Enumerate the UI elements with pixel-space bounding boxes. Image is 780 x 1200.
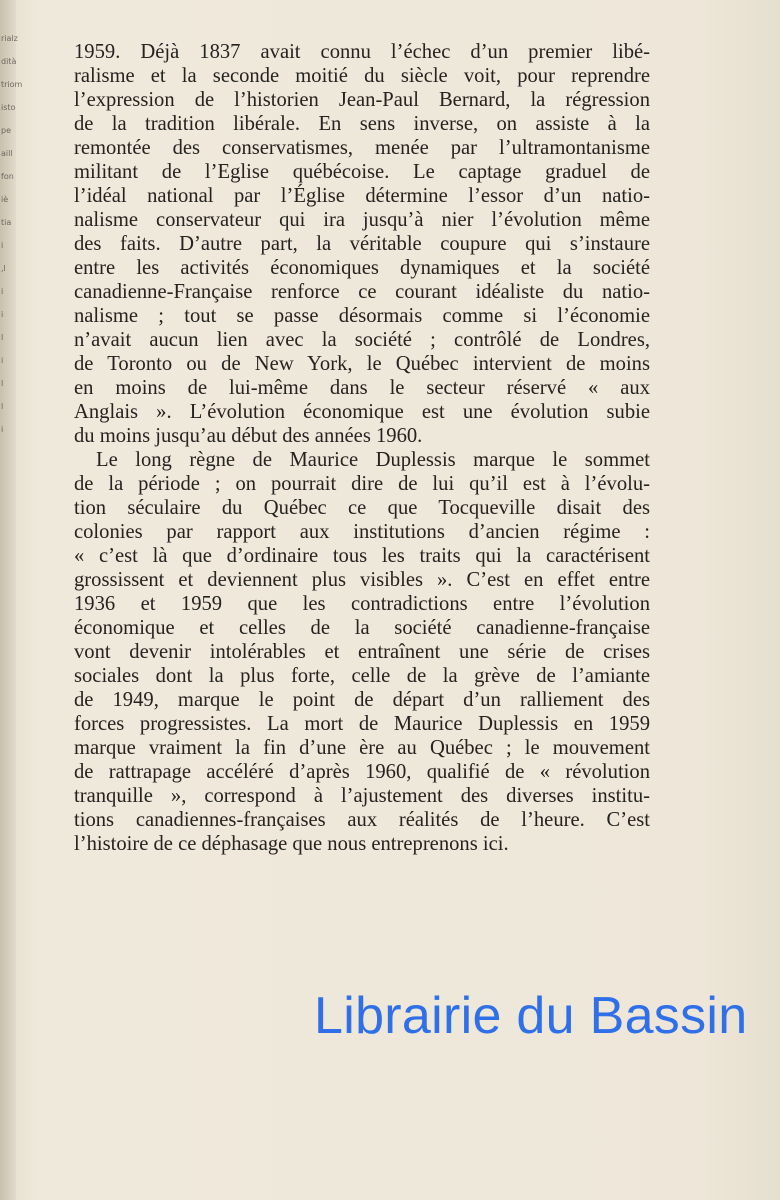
text-line: l’expression de l’historien Jean-Paul Bernard, la régression: [74, 89, 650, 111]
text-line: ralisme et la seconde moitié du siècle voit, pour reprendre: [74, 65, 650, 87]
margin-mark: isto: [1, 103, 16, 112]
text-line: en moins de lui-même dans le secteur réservé « aux: [74, 377, 650, 399]
margin-mark: i: [1, 310, 4, 319]
margin-mark: triom: [1, 80, 23, 89]
text-line: n’avait aucun lien avec la société ; contrôlé de Londres,: [74, 329, 650, 351]
text-line: Le long règne de Maurice Duplessis marque le sommet: [96, 449, 650, 471]
margin-mark: pe: [1, 126, 11, 135]
margin-mark: iè: [1, 195, 9, 204]
text-line: l’idéal national par l’Église détermine l’essor d’un natio-: [74, 185, 650, 207]
paragraph-1: [74, 40, 650, 448]
text-line: de Toronto ou de New York, le Québec intervient de moins: [74, 353, 650, 375]
left-margin-bleed-text: [1, 34, 23, 448]
text-line: sociales dont la plus forte, celle de la grève de l’amiante: [74, 665, 650, 687]
body-text: [74, 40, 650, 856]
margin-mark: rialz: [1, 34, 18, 43]
text-line: militant de l’Eglise québécoise. Le captage graduel de: [74, 161, 650, 183]
margin-mark: i: [1, 425, 4, 434]
margin-mark: i: [1, 356, 4, 365]
text-line: nalisme ; tout se passe désormais comme si l’économie: [74, 305, 650, 327]
text-line: 1959. Déjà 1837 avait connu l’échec d’un premier libé-: [74, 41, 650, 63]
margin-mark: dità: [1, 57, 17, 66]
text-line: des faits. D’autre part, la véritable coupure qui s’instaure: [74, 233, 650, 255]
watermark-text: Librairie du Bassin: [314, 987, 748, 1045]
text-line: remontée des conservatismes, menée par l’ultramontanisme: [74, 137, 650, 159]
text-line: tion séculaire du Québec ce que Tocqueville disait des: [74, 497, 650, 519]
text-line: nalisme conservateur qui ira jusqu’à nier l’évolution même: [74, 209, 650, 231]
text-line: Anglais ». L’évolution économique est une évolution subie: [74, 401, 650, 423]
text-line: tions canadiennes-françaises aux réalités de l’heure. C’est: [74, 809, 650, 831]
margin-mark: l: [1, 379, 4, 388]
paragraph-2: [74, 448, 650, 856]
text-line: colonies par rapport aux institutions d’ancien régime :: [74, 521, 650, 543]
text-line: marque vraiment la fin d’une ère au Québec ; le mouvement: [74, 737, 650, 759]
margin-mark: tia: [1, 218, 12, 227]
margin-mark: i: [1, 287, 4, 296]
margin-mark: fon: [1, 172, 14, 181]
margin-mark: l: [1, 402, 4, 411]
margin-mark: l: [1, 333, 4, 342]
text-line: canadienne-Française renforce ce courant idéaliste du natio-: [74, 281, 650, 303]
margin-mark: i: [1, 241, 4, 250]
text-line: « c’est là que d’ordinaire tous les traits qui la caractérisent: [74, 545, 650, 567]
text-line: de 1949, marque le point de départ d’un ralliement des: [74, 689, 650, 711]
text-line: tranquille », correspond à l’ajustement des diverses institu-: [74, 785, 650, 807]
text-line: vont devenir intolérables et entraînent une série de crises: [74, 641, 650, 663]
text-line: entre les activités économiques dynamiques et la société: [74, 257, 650, 279]
margin-mark: ,l: [1, 264, 6, 273]
text-line: de la période ; on pourrait dire de lui qu’il est à l’évolu-: [74, 473, 650, 495]
text-line: du moins jusqu’au début des années 1960.: [74, 425, 423, 447]
text-line: l’histoire de ce déphasage que nous entreprenons ici.: [74, 833, 509, 855]
text-line: 1936 et 1959 que les contradictions entre l’évolution: [74, 593, 650, 615]
text-line: forces progressistes. La mort de Maurice Duplessis en 1959: [74, 713, 650, 735]
text-line: de la tradition libérale. En sens inverse, on assiste à la: [74, 113, 650, 135]
text-line: de rattrapage accéléré d’après 1960, qualifié de « révolution: [74, 761, 650, 783]
text-line: économique et celles de la société canadienne-française: [74, 617, 650, 639]
margin-mark: aill: [1, 149, 13, 158]
text-line: grossissent et deviennent plus visibles ». C’est en effet entre: [74, 569, 650, 591]
